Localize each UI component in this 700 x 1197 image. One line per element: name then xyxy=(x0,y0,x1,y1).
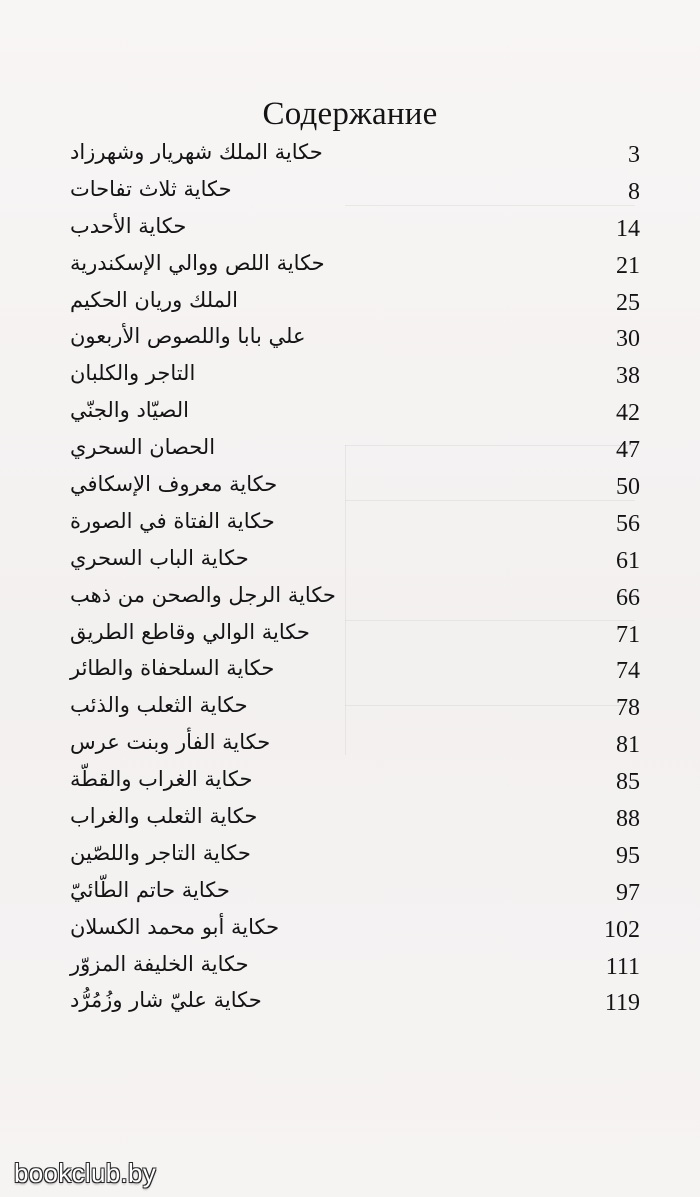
toc-entry-page-number: 71 xyxy=(616,621,640,648)
toc-entry-page-number: 47 xyxy=(616,437,640,464)
toc-entry-title: حكاية ثلاث تفاحات xyxy=(70,176,232,201)
toc-entry-page-number: 97 xyxy=(616,879,640,906)
toc-entry xyxy=(70,136,640,173)
toc-entry xyxy=(70,874,640,911)
toc-entry-page-number: 21 xyxy=(616,252,640,279)
toc-entry-page-number: 14 xyxy=(616,215,640,242)
toc-entry-title: حكاية التاجر واللصّين xyxy=(70,840,251,865)
toc-entry-page-number: 42 xyxy=(616,400,640,427)
toc-entry xyxy=(70,542,640,579)
toc-entry-page-number: 74 xyxy=(616,658,640,685)
toc-entry-title: الملك وريان الحكيم xyxy=(70,287,239,312)
toc-entry-page-number: 56 xyxy=(616,510,640,537)
toc-entry-title: حكاية اللص ووالي الإسكندرية xyxy=(70,250,325,275)
toc-entry xyxy=(70,247,640,284)
toc-entry-title: حكاية الغراب والقطّة xyxy=(70,767,253,792)
toc-entry-title: حكاية الفأر وبنت عرس xyxy=(70,730,271,755)
toc-entry-title: حكاية الباب السحري xyxy=(70,545,249,570)
toc-entry xyxy=(70,394,640,431)
toc-entry xyxy=(70,652,640,689)
toc-entry-page-number: 88 xyxy=(616,806,640,833)
toc-entry-page-number: 111 xyxy=(605,953,640,980)
toc-entry-page-number: 8 xyxy=(628,178,640,205)
toc-entry-page-number: 81 xyxy=(616,732,640,759)
toc-entry-page-number: 38 xyxy=(616,363,640,390)
toc-entry xyxy=(70,210,640,247)
toc-entry-title: الحصان السحري xyxy=(70,435,216,460)
toc-entry-title: حكاية الثعلب والذئب xyxy=(70,693,248,718)
toc-entry-title: حكاية حاتم الطّائيّ xyxy=(70,877,230,902)
page-title: Содержание xyxy=(262,96,438,133)
toc-entry xyxy=(70,726,640,763)
toc-entry-page-number: 102 xyxy=(604,916,640,943)
toc-entry-title: الصيّاد والجنّي xyxy=(70,398,189,423)
toc-entry xyxy=(70,689,640,726)
toc-entry-page-number: 95 xyxy=(616,842,640,869)
toc-entry xyxy=(70,431,640,468)
toc-entry-title: علي بابا واللصوص الأربعون xyxy=(70,324,306,349)
toc-entry-title: حكاية الرجل والصحن من ذهب xyxy=(70,582,336,607)
toc-entry-title: حكاية عليّ شار وزُمُرُّد xyxy=(70,988,262,1013)
toc-entry-page-number: 3 xyxy=(628,142,640,168)
toc-entry-title: حكاية أبو محمد الكسلان xyxy=(70,914,280,939)
toc-entry xyxy=(70,984,640,1021)
toc-entry xyxy=(70,616,640,653)
toc-entry-page-number: 50 xyxy=(616,474,640,501)
toc-entry xyxy=(70,837,640,874)
toc-entry-title: حكاية الأحدب xyxy=(70,213,187,238)
toc-entry-page-number: 85 xyxy=(616,769,640,796)
toc-entry xyxy=(70,579,640,616)
toc-entry-title: حكاية معروف الإسكافي xyxy=(70,472,278,497)
site-watermark: bookclub.by xyxy=(14,1158,157,1188)
toc-entry-page-number: 25 xyxy=(616,289,640,316)
toc-entry xyxy=(70,284,640,321)
toc-entry-title: حكاية الثعلب والغراب xyxy=(70,804,258,829)
toc-entry-page-number: 78 xyxy=(616,695,640,722)
toc-entry-page-number: 119 xyxy=(604,990,640,1017)
toc-entry-page-number: 61 xyxy=(616,547,640,574)
toc-entry-page-number: 30 xyxy=(616,326,640,353)
toc-entry-title: حكاية الفتاة في الصورة xyxy=(70,508,275,533)
toc-entry xyxy=(70,800,640,837)
toc-entry xyxy=(70,505,640,542)
table-of-contents xyxy=(70,136,640,1021)
toc-entry-page-number: 66 xyxy=(616,584,640,611)
toc-entry xyxy=(70,320,640,357)
toc-entry xyxy=(70,357,640,394)
toc-entry xyxy=(70,911,640,948)
toc-entry-title: حكاية الملك شهريار وشهرزاد xyxy=(70,140,323,164)
toc-entry xyxy=(70,763,640,800)
toc-entry xyxy=(70,948,640,985)
toc-entry-title: حكاية السلحفاة والطائر xyxy=(70,656,275,681)
toc-entry xyxy=(70,173,640,210)
toc-entry xyxy=(70,468,640,505)
toc-entry-title: حكاية الوالي وقاطع الطريق xyxy=(70,619,310,644)
toc-entry-title: التاجر والكلبان xyxy=(70,361,196,386)
toc-entry-title: حكاية الخليفة المزوّر xyxy=(70,951,249,976)
